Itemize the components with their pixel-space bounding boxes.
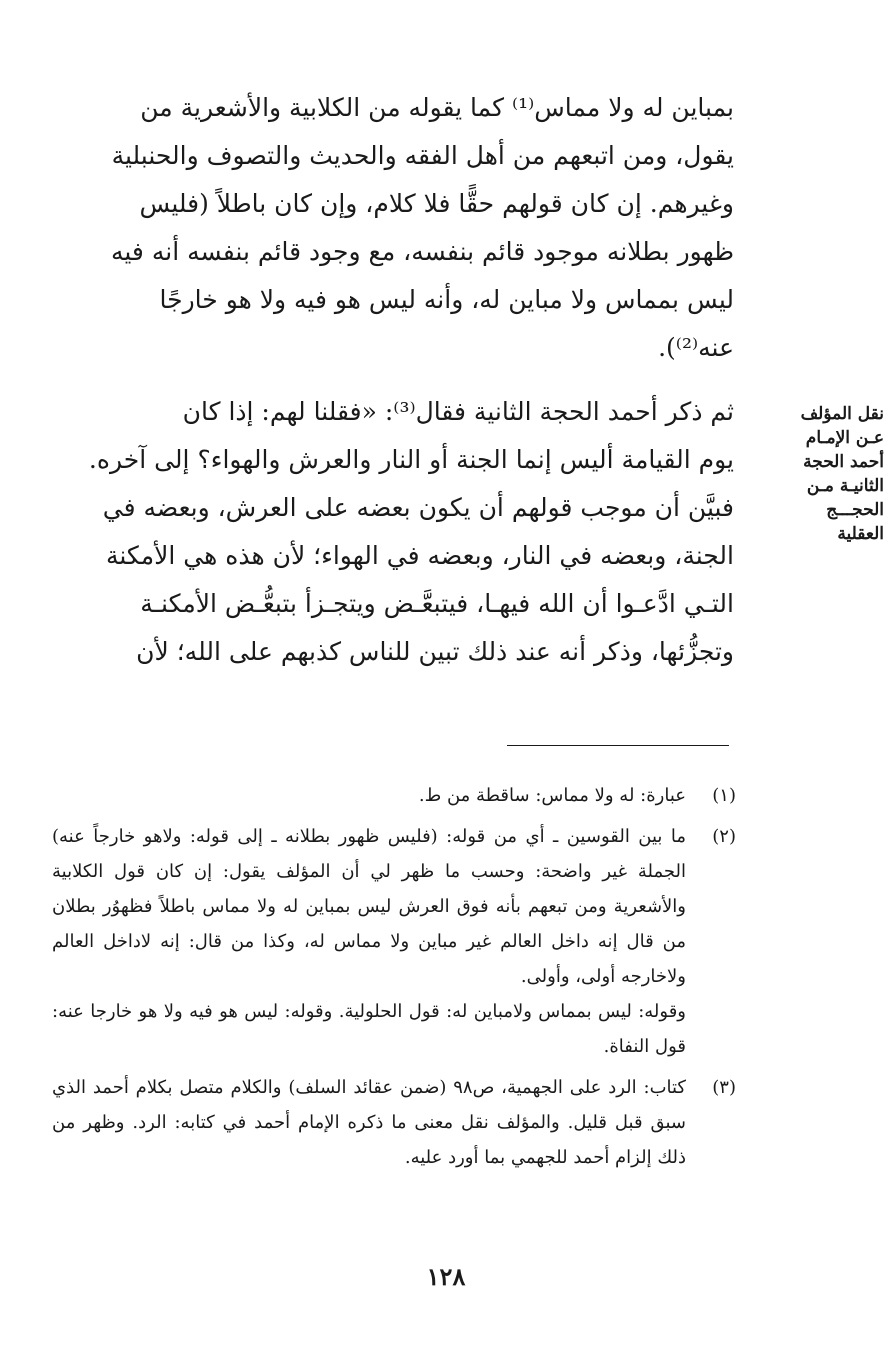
footnote-3 (52, 1070, 740, 1175)
text-line: بمباين له ولا مماس⁽¹⁾ كما يقوله من الكلابية والأشعرية من (140, 93, 734, 122)
text-line: يقول، ومن اتبعهم من أهل الفقه والحديث والتصوف والحنبلية (111, 141, 734, 170)
side-note-line: الثانيـة مـن (806, 476, 884, 496)
footnote-body (52, 778, 686, 813)
side-note-line: أحمد الحجة (803, 452, 884, 472)
footnote-number: (٣) (712, 1077, 736, 1098)
paragraph-1 (52, 84, 734, 372)
text-line: ثم ذكر أحمد الحجة الثانية فقال⁽³⁾: «فقلنا لهم: إذا كان (182, 397, 734, 426)
footnote-1 (52, 778, 740, 813)
text-line: يوم القيامة أليس إنما الجنة أو النار والعرش والهواء؟ إلى آخره. (88, 445, 734, 474)
text-line: الجنة، وبعضه في النار، وبعضه في الهواء؛ لأن هذه هي الأمكنة (105, 541, 734, 570)
text-line: وتجزُّئها، وذكر أنه عند ذلك تبين للناس كذبهم على الله؛ لأن (136, 637, 734, 666)
text-line: ليس بمماس ولا مباين له، وأنه ليس هو فيه ولا هو خارجًا (159, 285, 734, 314)
footnotes (52, 778, 740, 1181)
side-note-line: الحجـــج (826, 500, 884, 520)
footnote-body (52, 819, 686, 1064)
footnote-2 (52, 819, 740, 1064)
side-note-line: عـن الإمـام (805, 428, 884, 448)
text-line: عنه⁽²⁾). (658, 333, 734, 362)
side-note-line: العقلية (837, 524, 884, 544)
page-number: ١٢٨ (426, 1262, 466, 1291)
text-line: ظهور بطلانه موجود قائم بنفسه، مع وجود قائم بنفسه أنه فيه (110, 237, 734, 266)
footnote-number: (١) (712, 785, 736, 806)
footnote-body (52, 1070, 686, 1175)
footnote-text: كتاب: الرد على الجهمية، ص٩٨ (ضمن عقائد السلف) والكلام متصل بكلام أحمد الذي سبق قبل قليل. والمؤلف نقل معنى ما ذكره الإمام أحمد في كتابه: الرد. وظهر من ذلك إلزام أحمد للجهمي بما أورد عليه. (52, 1077, 686, 1168)
text-line: وغيرهم. إن كان قولهم حقًّا فلا كلام، وإن كان باطلاً (فليس (139, 189, 734, 218)
footnote-text: ما بين القوسين ـ أي من قوله: (فليس ظهور بطلانه ـ إلى قوله: ولاهو خارجاً عنه) الجملة غير واضحة: وحسب ما ظهر لي أن المؤلف يقول: إن كان قول الكلابية والأشعرية ومن تبعهم بأنه فوق العرش ليس بمباين له ولا مماس باطلاً فظهوُر بطلان من قال إنه داخل العالم غير مباين ولا مماس له، وكذا من قال: إنه لاداخل العالم ولاخارجه أولى، وأولى. (52, 826, 687, 987)
footnote-text: عبارة: له ولا مماس: ساقطة من ط. (418, 785, 686, 806)
side-note-line: نقل المؤلف (800, 404, 884, 424)
side-note (766, 402, 884, 546)
footnote-text: وقوله: ليس بمماس ولامباين له: قول الحلولية. وقوله: ليس هو فيه ولا هو خارجا عنه: قول النفاة. (52, 1001, 686, 1057)
text-line: فبيَّن أن موجب قولهم أن يكون بعضه على العرش، وبعضه في (102, 493, 734, 522)
paragraph-2 (52, 388, 734, 676)
main-text-block (52, 84, 734, 676)
footnote-divider (507, 745, 729, 746)
footnote-number: (٢) (712, 826, 736, 847)
text-line: التـي ادَّعـوا أن الله فيهـا، فيتبعَّـض ويتجـزأ بتبعُّـض الأمكنـة (140, 589, 734, 618)
